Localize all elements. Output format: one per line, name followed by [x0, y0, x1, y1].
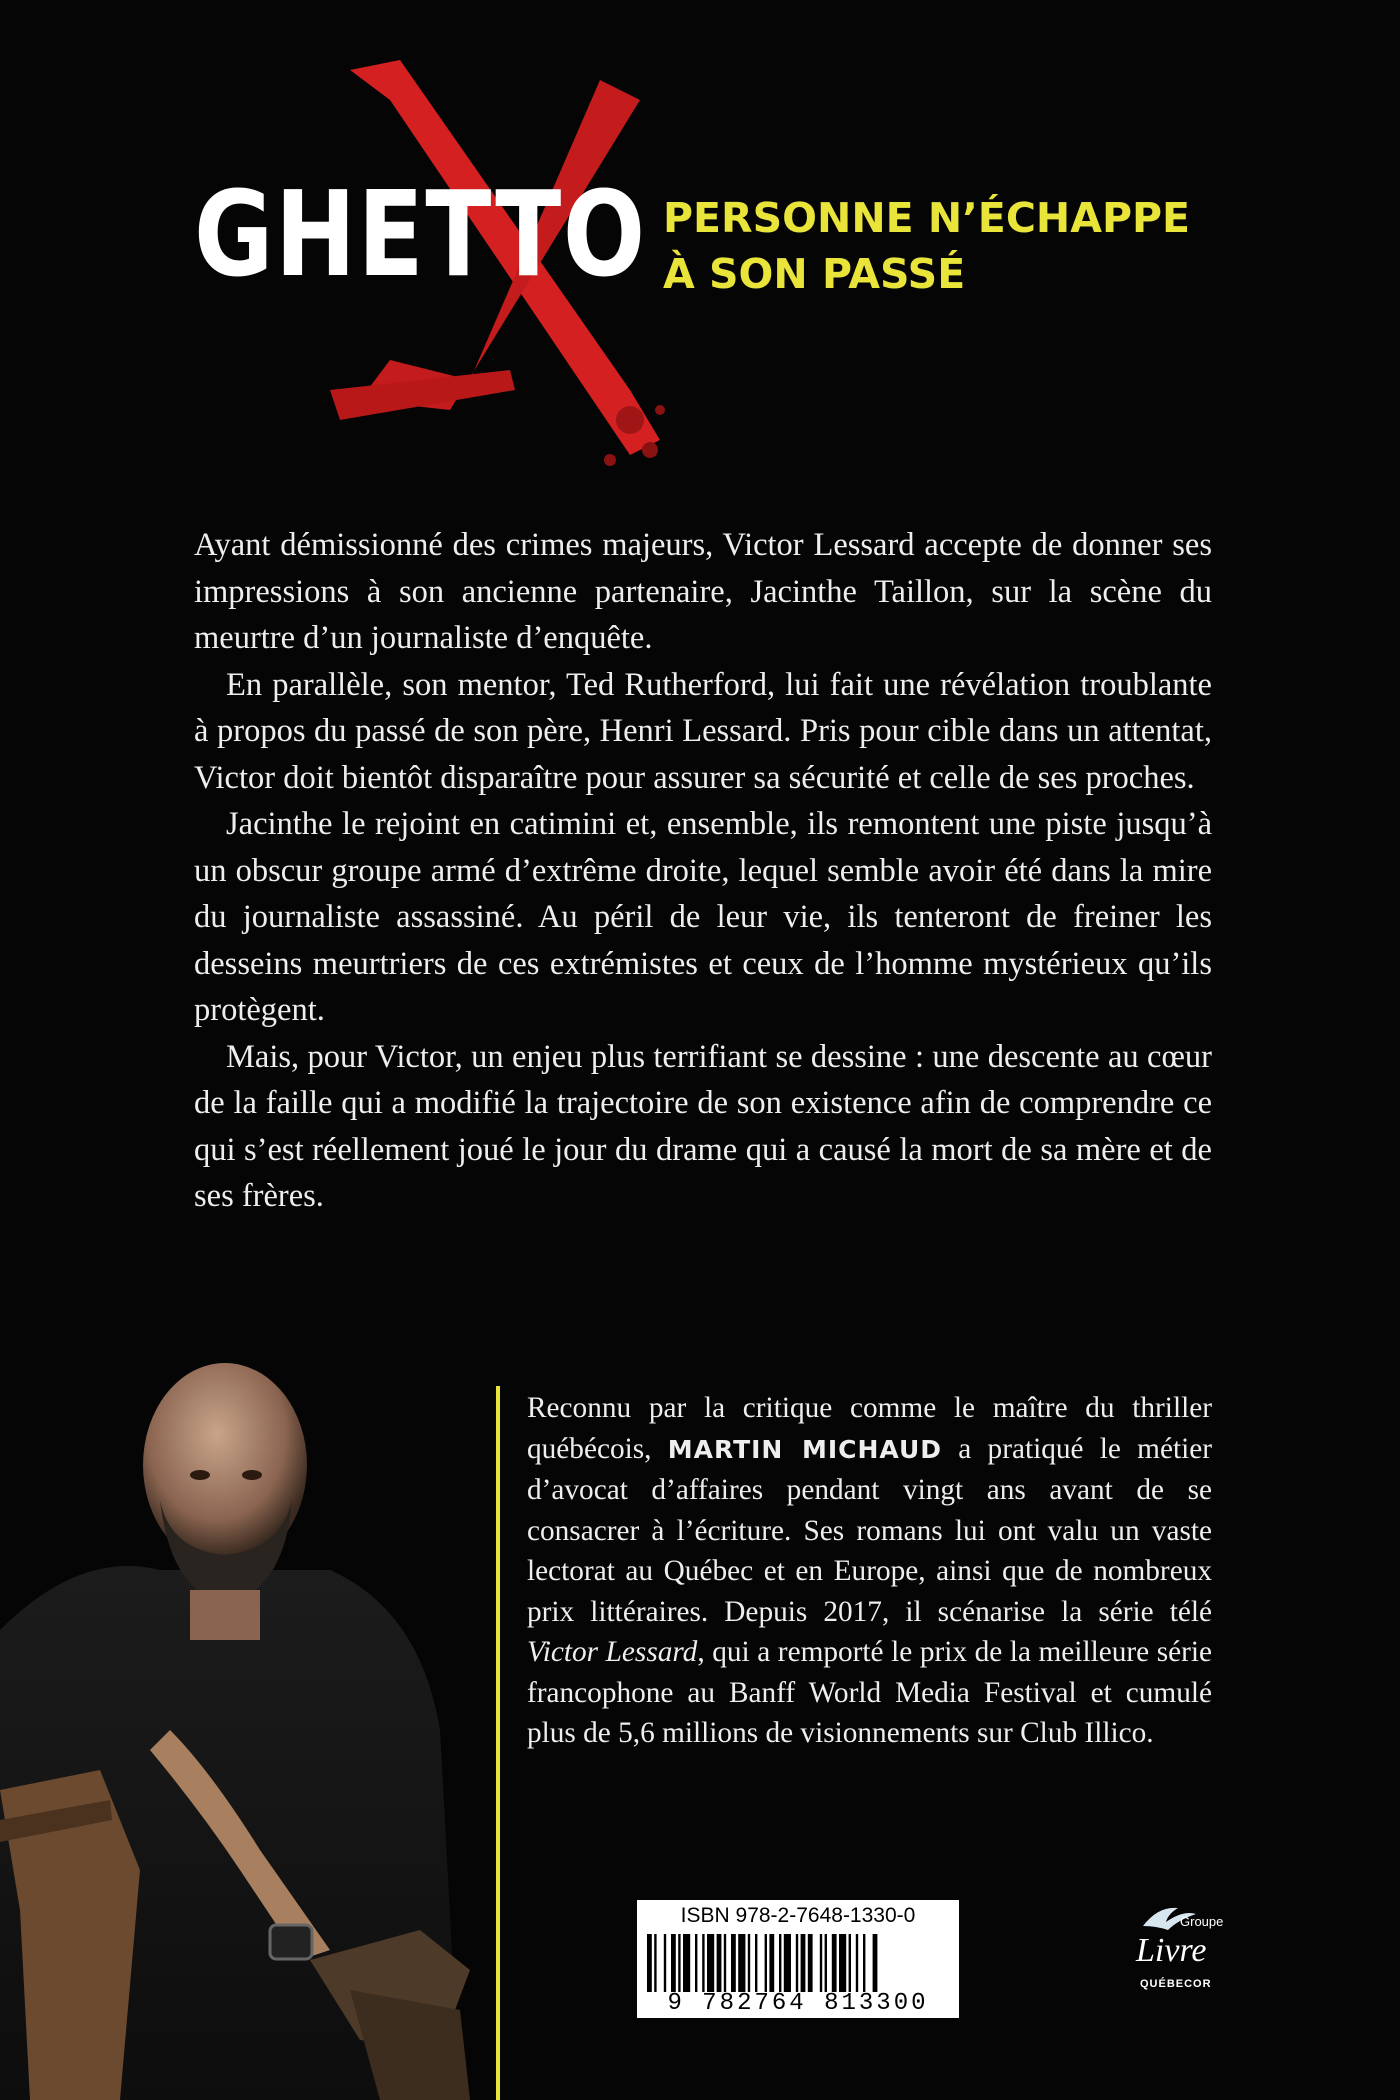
publisher-livre: Livre	[1136, 1932, 1207, 1969]
bio-text-body: a pratiqué le métier d’avocat d’affaires pendant vingt ans avant de se consacrer à l’écriture. Ses romans lui ont valu un vaste lectorat au Québec et en Europe, ainsi que de nombreux prix littéraires. Depuis 2017, il scénarise la série télé	[527, 1432, 1213, 1628]
cover-title-block	[0, 0, 1400, 470]
barcode-bar	[724, 1934, 726, 1992]
author-bio	[527, 1388, 1212, 1754]
barcode-bar	[825, 1934, 827, 1992]
barcode-bar	[784, 1934, 791, 1992]
barcode-bar	[849, 1934, 851, 1992]
barcode-bar	[678, 1934, 680, 1992]
barcode-bar	[839, 1934, 846, 1992]
author-name: MARTIN MICHAUD	[667, 1434, 943, 1464]
synopsis-paragraph: Mais, pour Victor, un enjeu plus terrifiant se dessine : une descente au cœur de la faille qui a modifié la trajectoire de son existence afin de comprendre ce qui s’est réellement joué le jour du drame qui a causé la mort de sa mère et de ses frères.	[194, 1038, 1212, 1214]
barcode-bar	[755, 1934, 757, 1992]
synopsis	[194, 522, 1212, 1220]
barcode-bar	[863, 1934, 865, 1992]
synopsis-paragraph: Ayant démissionné des crimes majeurs, Victor Lessard accepte de donner ses impressions à son ancienne partenaire, Jacinthe Taillon, sur la scène du meurtre d’un journaliste d’enquête.	[194, 527, 1212, 656]
barcode-bar	[695, 1934, 697, 1992]
bio-accent-rule	[496, 1386, 500, 2100]
barcode-bar	[856, 1934, 858, 1992]
barcode-bar	[796, 1934, 798, 1992]
book-series-title: GHETTO	[194, 165, 647, 303]
bio-text-intro: Reconnu par la critique comme le maître du thriller québécois,	[527, 1392, 1212, 1465]
barcode-bar	[647, 1934, 652, 1992]
publisher-logo	[1118, 1896, 1238, 2016]
author-portrait	[0, 1350, 480, 2100]
barcode-bar	[683, 1934, 690, 1992]
tagline-line-1: PERSONNE N’ÉCHAPPE	[663, 194, 1191, 242]
barcode-bar	[671, 1934, 676, 1992]
synopsis-paragraph: Jacinthe le rejoint en catimini et, ensemble, ils remontent une piste jusqu’à un obscur groupe armé d’extrême droite, lequel semble avoir été dans la mire du journaliste assassiné. Au péril de leur vie, ils tenteront de freiner les desseins meurtriers de ces extrémistes et ceux de l’homme mystérieux qu’ils protègent.	[194, 806, 1212, 1028]
barcode-bar	[832, 1934, 837, 1992]
barcode-digits: 9 782764 813300	[667, 1990, 929, 2017]
barcode-bar	[738, 1934, 745, 1992]
barcode-bar	[769, 1934, 774, 1992]
tv-series-name: Victor Lessard	[527, 1636, 698, 1668]
barcode-bar	[707, 1934, 714, 1992]
isbn-barcode	[637, 1900, 959, 2018]
barcode-bar	[779, 1934, 781, 1992]
publisher-quebecor: QUÉBECOR	[1140, 1978, 1212, 1990]
barcode-bar	[808, 1934, 813, 1992]
tagline-line-2: À SON PASSÉ	[663, 250, 966, 298]
barcode-bar	[765, 1934, 767, 1992]
barcode-bar	[717, 1934, 722, 1992]
barcode-bar	[654, 1934, 656, 1992]
barcode-bar	[731, 1934, 736, 1992]
barcode-bar	[801, 1934, 806, 1992]
isbn-label: ISBN 978-2-7648-1330-0	[680, 1904, 916, 1927]
synopsis-paragraph: En parallèle, son mentor, Ted Rutherford, lui fait une révélation troublante à propos du passé de son père, Henri Lessard. Pris pour cible dans un attentat, Victor doit bientôt disparaître pour assurer sa sécurité et celle de ses proches.	[194, 666, 1212, 796]
barcode-bar	[820, 1934, 822, 1992]
publisher-groupe: Groupe	[1180, 1914, 1224, 1929]
barcode-bar	[664, 1934, 666, 1992]
barcode-bar	[702, 1934, 704, 1992]
bio-text-end: , qui a remporté le prix de la meilleure série francophone au Banff World Media Festival et cumulé plus de 5,6 millions de visionnements sur Club Illico.	[527, 1636, 1213, 1749]
barcode-bar	[873, 1934, 878, 1992]
book-tagline	[663, 190, 1190, 302]
barcode-bar	[748, 1934, 750, 1992]
barcode-bars	[645, 1934, 951, 1992]
